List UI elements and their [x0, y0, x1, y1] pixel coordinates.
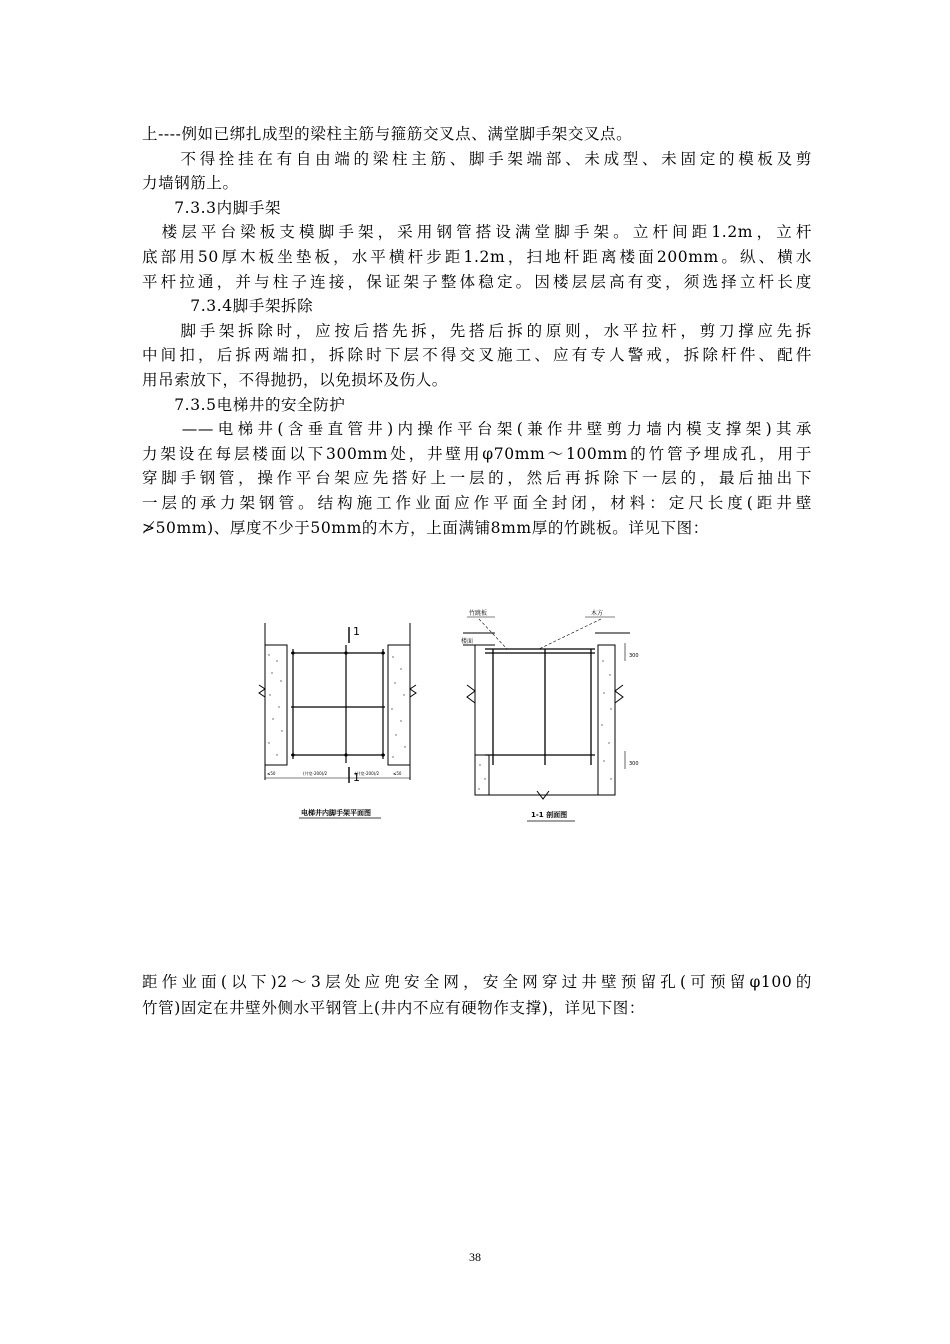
text-line: 穿脚手钢管，操作平台架应先搭好上一层的，然后再拆除下一层的，最后抽出下 [142, 469, 812, 488]
elevator-shaft-plan-figure [255, 615, 425, 830]
text-line: 中间扣，后拆两端扣，拆除时下层不得交叉施工、应有专人警戒，拆除杆件、配件 [142, 346, 812, 365]
text-line: 7.3.5电梯井的安全防护 [142, 395, 346, 414]
text-line: 上----例如已绑扎成型的梁柱主筋与箍筋交叉点、满堂脚手架交叉点。 [142, 125, 633, 143]
text-line: 底部用50厚木板坐垫板，水平横杆步距1.2m，扫地杆距离楼面200mm。纵、横水 [142, 248, 812, 266]
text-line: 平杆拉通，并与柱子连接，保证架子整体稳定。因楼层层高有变，须选择立杆长度 [142, 272, 812, 291]
page-number: 38 [469, 1250, 481, 1264]
text-line: 不得拴挂在有自由端的梁柱主筋、脚手架端部、未成型、未固定的模板及剪 [142, 149, 812, 168]
dim-top: 300 [629, 653, 639, 659]
text-line: 用吊索放下，不得抛扔，以免损坏及伤人。 [142, 371, 448, 389]
text-line: 力架设在每层楼面以下300mm处，井壁用φ70mm～100mm的竹管予埋成孔，用于 [142, 444, 812, 463]
section-mark-bottom: 1 [353, 771, 360, 784]
text-line: ≯50mm)、厚度不少于50mm的木方，上面满铺8mm厚的竹跳板。详见下图： [142, 518, 709, 537]
text-line: 力墙钢筋上。 [142, 174, 239, 193]
label-floor: 楼面 [461, 638, 474, 645]
section-caption: 1-1 剖面图 [531, 811, 568, 819]
dim-left: ≤50 [267, 771, 276, 776]
label-timber: 木方 [591, 610, 604, 617]
text-line: 一层的承力架钢管。结构施工作业面应作平面全封闭，材料：定尺长度(距井壁 [142, 494, 812, 512]
plan-caption: 电梯井内脚手架平面图 [301, 809, 371, 817]
dim-mid1: (井宽-200)/2 [303, 771, 328, 776]
text-line: 脚手架拆除时，应按后搭先拆，先搭后拆的原则，水平拉杆，剪刀撑应先拆 [142, 321, 812, 340]
elevator-shaft-section-figure [455, 605, 650, 830]
dim-mid2: (井宽-200)/2 [355, 771, 380, 776]
text-line: 楼层平台梁板支模脚手架，采用钢管搭设满堂脚手架。立杆间距1.2m，立杆 [142, 223, 812, 242]
text-line: ——电梯井(含垂直管井)内操作平台架(兼作井壁剪力墙内模支撑架)其承 [142, 420, 812, 439]
text-line: 7.3.4脚手架拆除 [142, 297, 314, 316]
text-line: 距作业面(以下)2～3层处应兜安全网，安全网穿过井壁预留孔(可预留φ100的 [142, 973, 812, 991]
dim-right: ≤50 [393, 771, 402, 776]
dim-bottom: 300 [629, 761, 639, 767]
text-line: 竹管)固定在井壁外侧水平钢管上(井内不应有硬物作支撑)，详见下图： [142, 999, 645, 1017]
section-mark-top: 1 [353, 625, 360, 638]
label-bamboo-board: 竹跳板 [469, 610, 488, 617]
text-line: 7.3.3内脚手架 [142, 198, 282, 217]
